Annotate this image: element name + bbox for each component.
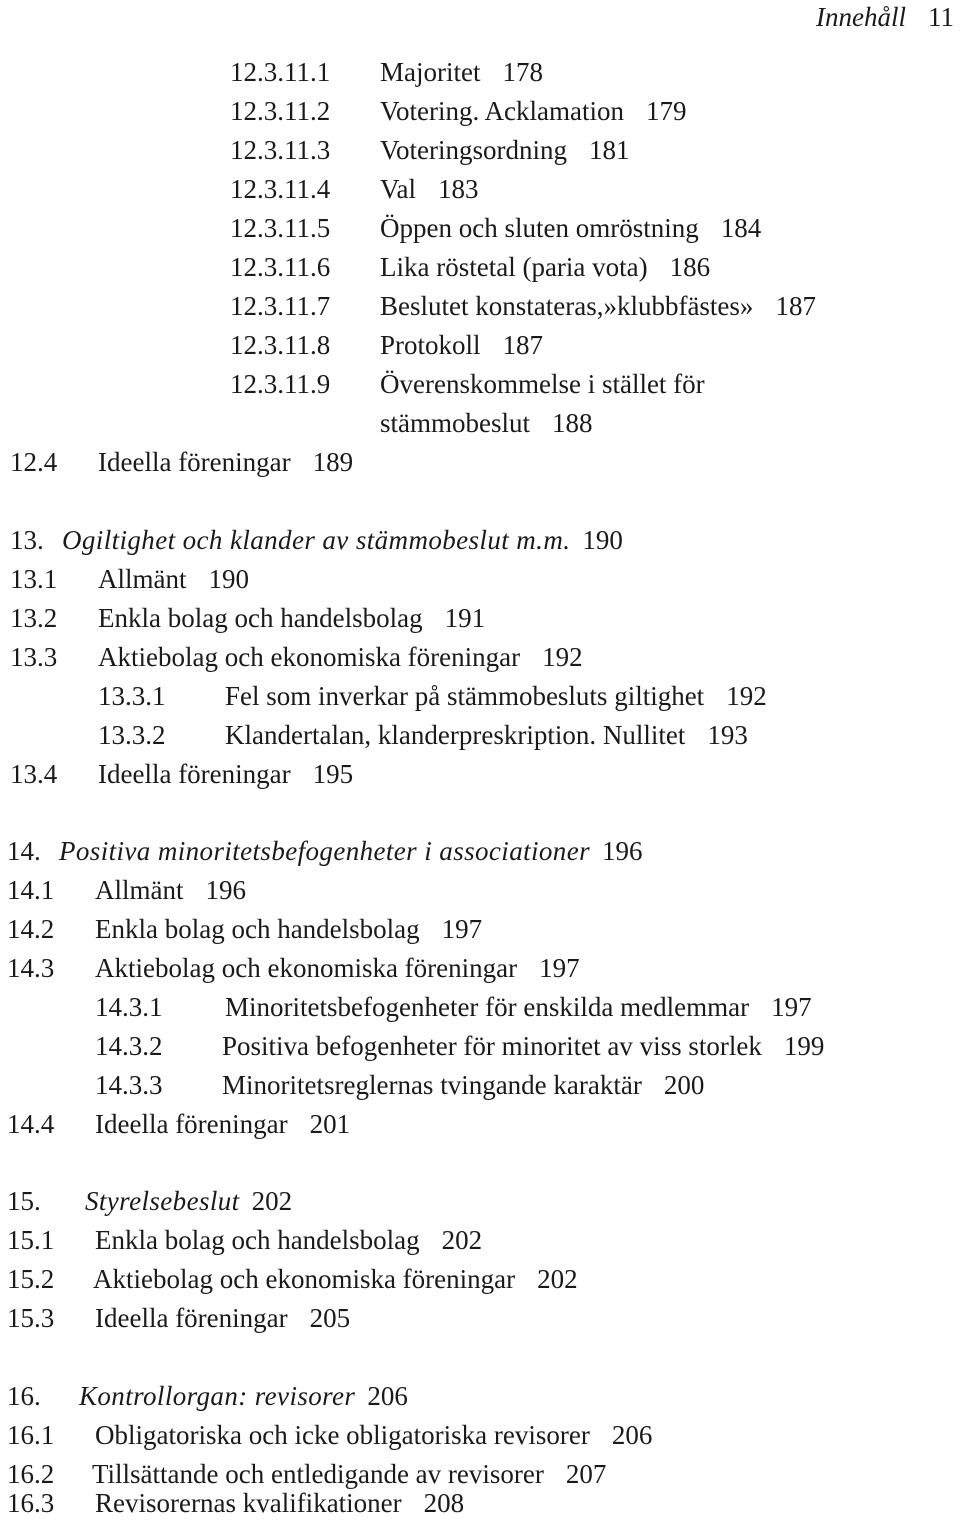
- toc-entry-number: 15.3: [7, 1303, 55, 1333]
- toc-entry-number: 12.3.11.8: [230, 330, 331, 360]
- toc-entry-page: 197: [441, 914, 483, 944]
- toc-entry-page: 197: [539, 953, 580, 983]
- toc-entry-title: Fel som inverkar på stämmobesluts giltighet: [225, 681, 705, 711]
- toc-entry-number: 12.3.11.3: [230, 135, 331, 165]
- toc-entry-title: Ideella föreningar: [95, 1109, 288, 1139]
- toc-entry-text: [380, 131, 630, 169]
- toc-entry-text: [98, 443, 353, 481]
- toc-entry-number: 12.3.11.9: [230, 369, 331, 399]
- toc-entry-text: [225, 988, 812, 1026]
- toc-entry-page: 195: [312, 759, 354, 789]
- toc-entry-text: [380, 326, 543, 364]
- toc-entry-text: [95, 1105, 350, 1143]
- toc-entry-text: [93, 1260, 578, 1298]
- toc-entry-text: [95, 1221, 482, 1259]
- toc-entry-page: 178: [502, 57, 543, 87]
- toc-entry-title: Ideella föreningar: [95, 1303, 288, 1333]
- toc-entry-title: Allmänt: [95, 875, 184, 905]
- toc-entry-number: 16.1: [7, 1420, 55, 1450]
- toc-entry-text: [380, 248, 710, 286]
- toc-entry-number: 14.3.3: [95, 1070, 163, 1100]
- toc-chapter-number: 15.: [7, 1186, 41, 1216]
- toc-entry-page: 184: [720, 213, 762, 243]
- toc-entry-number: 15.1: [7, 1225, 55, 1255]
- toc-entry-title: Lika röstetal (paria vota): [380, 252, 648, 282]
- toc-entry-text: [222, 1027, 824, 1065]
- toc-entry-number: 12.4: [10, 447, 58, 477]
- header-page-number: 11: [928, 2, 954, 32]
- toc-entry-text: [380, 287, 816, 325]
- toc-entry-title: Klandertalan, klanderpreskription. Nullitet: [225, 720, 686, 750]
- toc-entry-number: 13.4: [10, 759, 58, 789]
- toc-entry-text: [225, 716, 748, 754]
- toc-entry-title: Val: [380, 174, 416, 204]
- toc-entry-page: 202: [441, 1225, 483, 1255]
- toc-entry-title: Ideella föreningar: [98, 759, 291, 789]
- toc-entry-page: 196: [205, 875, 246, 905]
- toc-entry-number: 14.1: [7, 875, 55, 905]
- toc-entry-number: 12.3.11.5: [230, 213, 331, 243]
- toc-entry-title: Allmänt: [98, 564, 187, 594]
- toc-entry-title: Överenskommelse i stället för: [380, 369, 705, 399]
- toc-entry-page: 208: [423, 1488, 465, 1518]
- toc-entry-title: Votering. Acklamation: [380, 96, 624, 126]
- toc-entry-title: Minoritetsreglernas tvingande karaktär: [222, 1070, 642, 1100]
- toc-entry-page: 193: [707, 720, 748, 750]
- toc-entry-title: Aktiebolag och ekonomiska föreningar: [98, 642, 521, 672]
- toc-entry-text: [95, 910, 482, 948]
- toc-entry-number: 14.3.1: [95, 992, 163, 1022]
- toc-entry-number: 16.3: [7, 1488, 55, 1518]
- toc-entry-title: Positiva befogenheter för minoritet av viss storlek: [222, 1031, 762, 1061]
- toc-entry-page: 192: [726, 681, 767, 711]
- toc-chapter-title: Kontrollorgan: revisorer: [79, 1381, 356, 1411]
- toc-chapter-text: [85, 1182, 292, 1220]
- toc-entry-page: 186: [669, 252, 711, 282]
- toc-chapter-text: [59, 832, 642, 870]
- toc-entry-page: 187: [775, 291, 816, 321]
- toc-chapter-title: Ogiltighet och klander av stämmobeslut m.m.: [62, 525, 571, 555]
- toc-entry-page: 192: [542, 642, 583, 672]
- toc-entry-number: 12.3.11.2: [230, 96, 331, 126]
- toc-entry-page: 183: [438, 174, 479, 204]
- toc-entry-title: Aktiebolag och ekonomiska föreningar: [93, 1264, 516, 1294]
- toc-entry-number: 14.4: [7, 1109, 55, 1139]
- toc-entry-text: [95, 871, 246, 909]
- toc-entry-number: 16.2: [7, 1459, 55, 1489]
- toc-entry-title-continued: stämmobeslut: [380, 408, 530, 438]
- toc-entry-number: 13.3.1: [98, 681, 166, 711]
- toc-entry-page: 202: [537, 1264, 578, 1294]
- toc-chapter-number: 14.: [7, 836, 41, 866]
- toc-entry-page: 206: [611, 1420, 653, 1450]
- toc-entry-text: [95, 1484, 464, 1522]
- toc-entry-page: 187: [502, 330, 544, 360]
- toc-entry-number: 12.3.11.7: [230, 291, 331, 321]
- toc-entry-page: 188: [552, 408, 593, 438]
- toc-chapter-number: 13.: [10, 525, 44, 555]
- toc-entry-page: 199: [783, 1031, 825, 1061]
- toc-entry-title: Beslutet konstateras,»klubbfästes»: [380, 291, 754, 321]
- toc-entry-text: [98, 599, 485, 637]
- toc-entry-text: [98, 638, 583, 676]
- toc-entry-number: 13.2: [10, 603, 58, 633]
- toc-entry-text: [380, 92, 686, 130]
- toc-entry-page: 197: [771, 992, 812, 1022]
- toc-entry-text: [95, 1416, 652, 1454]
- toc-entry-number: 15.2: [7, 1264, 55, 1294]
- toc-entry-title: Enkla bolag och handelsbolag: [95, 1225, 420, 1255]
- toc-entry-page: 205: [309, 1303, 351, 1333]
- toc-entry-text: [380, 53, 543, 91]
- toc-entry-text: [95, 949, 580, 987]
- toc-entry-text: [380, 170, 479, 208]
- toc-entry-page: 189: [312, 447, 354, 477]
- toc-entry-number: 13.3: [10, 642, 58, 672]
- toc-entry-page: 190: [208, 564, 249, 594]
- toc-chapter-title: Styrelsebeslut: [85, 1186, 240, 1216]
- toc-entry-title: Voteringsordning: [380, 135, 567, 165]
- toc-entry-title: Revisorernas kvalifikationer: [95, 1488, 402, 1518]
- toc-entry-title: Tillsättande och entledigande av revisorer: [92, 1459, 544, 1489]
- toc-entry-number: 14.2: [7, 914, 55, 944]
- toc-entry-text: [380, 365, 705, 403]
- running-header: [816, 0, 954, 36]
- toc-entry-page: 179: [645, 96, 687, 126]
- toc-entry-number: 13.3.2: [98, 720, 166, 750]
- toc-entry-page: 181: [589, 135, 630, 165]
- toc-chapter-text: [62, 521, 623, 559]
- toc-chapter-page: 202: [251, 1186, 293, 1216]
- toc-entry-title: Protokoll: [380, 330, 481, 360]
- toc-entry-title: Majoritet: [380, 57, 481, 87]
- toc-entry-number: 13.1: [10, 564, 58, 594]
- toc-entry-text: [98, 560, 249, 598]
- toc-entry-text: [98, 755, 353, 793]
- toc-entry-title: Öppen och sluten omröstning: [380, 213, 699, 243]
- toc-entry-title: Obligatoriska och icke obligatoriska revisorer: [95, 1420, 590, 1450]
- header-title: Innehåll: [816, 2, 906, 32]
- toc-chapter-page: 196: [601, 836, 643, 866]
- toc-chapter-number: 16.: [7, 1381, 41, 1411]
- toc-entry-text: [225, 677, 767, 715]
- toc-entry-number: 14.3.2: [95, 1031, 163, 1061]
- toc-entry-text: [95, 1299, 350, 1337]
- toc-entry-text: [380, 404, 593, 442]
- toc-entry-number: 14.3: [7, 953, 55, 983]
- toc-entry-number: 12.3.11.6: [230, 252, 331, 282]
- toc-entry-number: 12.3.11.1: [230, 57, 331, 87]
- toc-chapter-page: 206: [367, 1381, 408, 1411]
- toc-chapter-page: 190: [582, 525, 623, 555]
- toc-entry-title: Minoritetsbefogenheter för enskilda medlemmar: [225, 992, 750, 1022]
- toc-entry-title: Enkla bolag och handelsbolag: [95, 914, 420, 944]
- toc-entry-number: 12.3.11.4: [230, 174, 331, 204]
- toc-entry-text: [222, 1066, 704, 1104]
- toc-entry-title: Ideella föreningar: [98, 447, 291, 477]
- toc-chapter-text: [79, 1377, 408, 1415]
- toc-chapter-title: Positiva minoritetsbefogenheter i associationer: [59, 836, 590, 866]
- toc-entry-page: 191: [444, 603, 486, 633]
- toc-entry-text: [380, 209, 761, 247]
- toc-entry-page: 201: [309, 1109, 351, 1139]
- toc-entry-title: Aktiebolag och ekonomiska föreningar: [95, 953, 518, 983]
- toc-entry-title: Enkla bolag och handelsbolag: [98, 603, 423, 633]
- toc-entry-page: 207: [565, 1459, 607, 1489]
- toc-entry-page: 200: [663, 1070, 705, 1100]
